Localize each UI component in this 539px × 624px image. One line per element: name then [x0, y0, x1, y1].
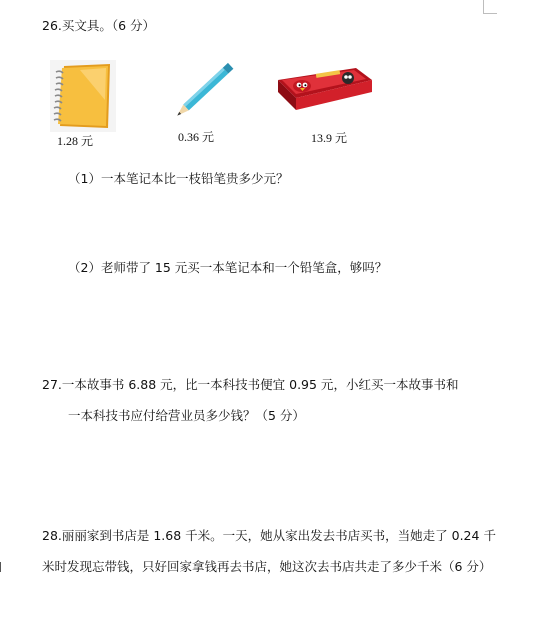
notebook-image	[50, 60, 116, 132]
question-26-title: 26.买文具。（6 分）	[42, 18, 156, 33]
question-26-part-1: （1）一本笔记本比一枝铅笔贵多少元？	[68, 171, 289, 186]
pencil-price: 0.36 元	[178, 130, 215, 144]
pencil-image	[172, 54, 244, 120]
margin-mark	[0, 562, 1, 572]
question-28-line-2: 米时发现忘带钱，只好回家拿钱再去书店，她这次去书店共走了多少千米（6 分）	[42, 559, 492, 574]
question-28-line-1: 28.丽丽家到书店是 1.68 千米。一天，她从家出发去书店买书，当她走了 0.24 千	[42, 528, 496, 543]
pencil-box-image	[276, 62, 374, 112]
page-corner-mark	[483, 0, 497, 14]
question-27-line-1: 27.一本故事书 6.88 元，比一本科技书便宜 0.95 元，小红买一本故事书和	[42, 377, 459, 392]
question-27-line-2: 一本科技书应付给营业员多少钱？（5 分）	[68, 408, 305, 423]
notebook-price: 1.28 元	[57, 134, 94, 148]
question-26-part-2: （2）老师带了 15 元买一本笔记本和一个铅笔盒，够吗？	[68, 260, 388, 275]
pencil-box-price: 13.9 元	[311, 131, 348, 145]
